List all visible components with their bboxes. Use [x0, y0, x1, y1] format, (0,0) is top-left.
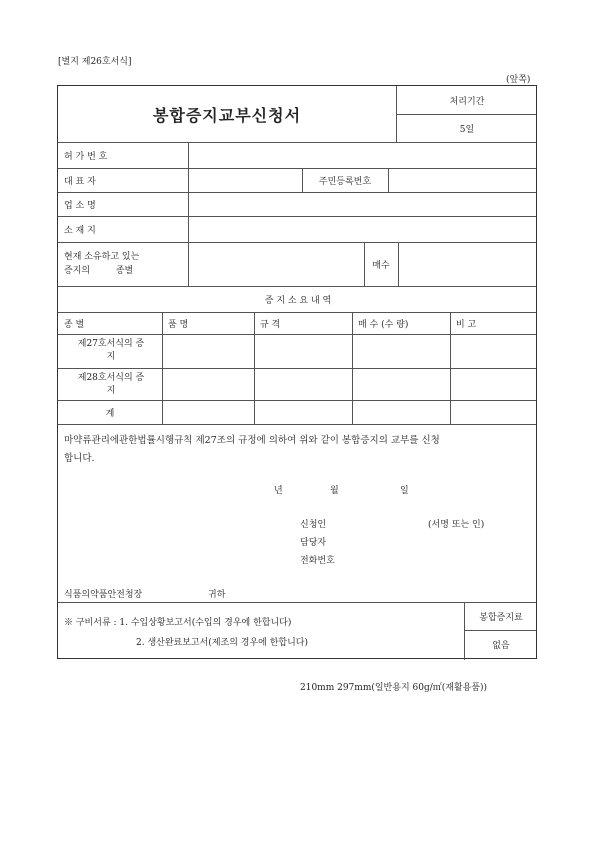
side-label: (앞쪽): [506, 75, 531, 85]
col-product: 품 명: [168, 319, 189, 330]
paper-spec: 210mm 297mm(일반용지 60g/㎡(재활용품)): [300, 683, 488, 693]
statement: 마약류관리에관한법률시행규칙 제27조의 규정에 의하여 위와 같이 봉합증지의 교부를 신청 합니다.: [64, 435, 440, 464]
table-row: 제27호서식의 증 지: [77, 339, 145, 362]
recipient-org: 식품의약품안전청장: [64, 589, 143, 600]
phone-label: 전화번호: [300, 555, 335, 566]
col-spec: 규 격: [260, 319, 281, 330]
fee-value: 없음: [492, 640, 510, 651]
table-row: 제28호서식의 증 지: [77, 373, 145, 396]
applicant-sign: (서명 또는 인): [428, 519, 485, 530]
applicant-label: 신청인: [300, 519, 327, 530]
representative-label: 대 표 자: [64, 176, 96, 187]
processing-label: 처리기간: [449, 96, 485, 107]
date-month: 월: [330, 485, 339, 496]
col-remarks: 비 고: [456, 319, 477, 330]
col-type: 종 별: [64, 319, 85, 330]
fee-label: 봉합증지료: [479, 612, 523, 623]
table-row-total: 계: [105, 408, 115, 419]
application-form: [57, 85, 537, 659]
address-label: 소 재 지: [64, 225, 96, 236]
section-title: 증 지 소 요 내 역: [264, 295, 332, 306]
processing-value: 5일: [459, 124, 475, 135]
count-label: 매수: [372, 260, 390, 271]
required-docs-2: 2. 생산완료보고서(제조의 경우에 한합니다): [136, 637, 308, 648]
permit-no-label: 허 가 번 호: [64, 151, 108, 162]
form-reference: [별지 제26호서식]: [58, 57, 132, 67]
recipient-suffix: 귀하: [208, 589, 226, 600]
resident-no-label: 주민등록번호: [318, 176, 372, 187]
form-title: 봉합증지교부신청서: [152, 105, 302, 125]
required-docs-1: ※ 구비서류 : 1. 수입상황보고서(수입의 경우에 한합니다): [64, 617, 292, 628]
business-name-label: 업 소 명: [64, 200, 96, 211]
manager-label: 담당자: [300, 537, 327, 548]
current-type-label: 현재 소유하고 있는 증지의 종별: [64, 252, 140, 276]
date-day: 일: [400, 485, 409, 496]
col-quantity: 매 수 (수 량): [358, 319, 409, 330]
date-year: 년: [274, 485, 283, 496]
